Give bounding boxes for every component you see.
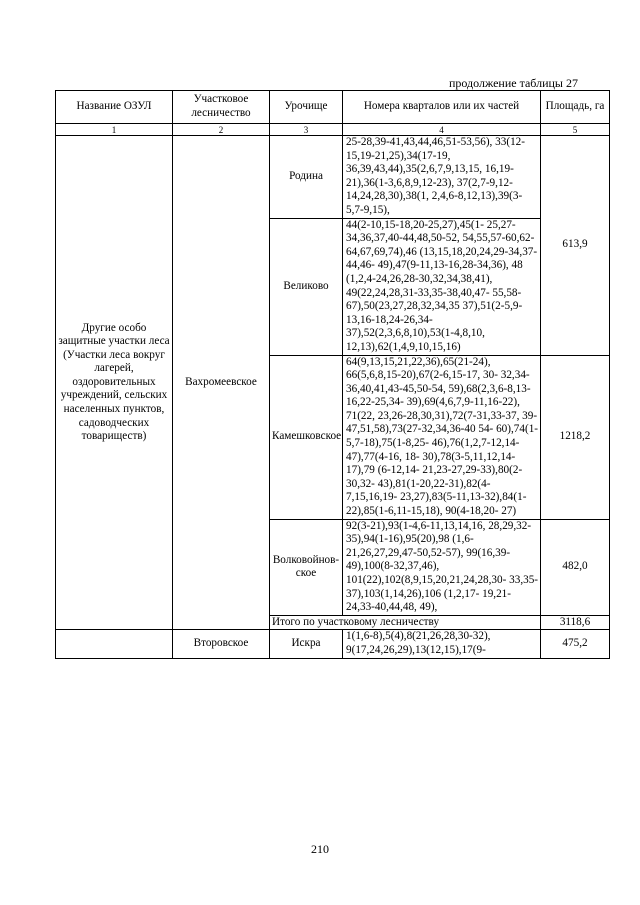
header-ozul: Название ОЗУЛ — [56, 91, 173, 124]
table-caption: продолжение таблицы 27 — [448, 76, 578, 90]
tract-cell: Великово — [270, 218, 343, 355]
col-number: 5 — [541, 124, 610, 136]
col-number: 1 — [56, 124, 173, 136]
col-number: 3 — [270, 124, 343, 136]
area-cell: 482,0 — [541, 519, 610, 615]
header-area: Площадь, га — [541, 91, 610, 124]
header-quarters: Номера кварталов или их частей — [343, 91, 541, 124]
forestry-cell: Второвское — [173, 630, 270, 658]
ozul-name-cell-empty — [56, 630, 173, 658]
subtotal-label: Итого по участковому лесничеству — [270, 615, 541, 630]
tract-cell: Родина — [270, 136, 343, 219]
tract-cell: Искра — [270, 630, 343, 658]
tract-cell: Волковойнов-ское — [270, 519, 343, 615]
header-tract: Урочище — [270, 91, 343, 124]
table-row — [56, 136, 610, 219]
page-number: 210 — [311, 842, 329, 856]
quarters-cell: 64(9,13,15,21,22,36),65(21-24), 66(5,6,8,15-20),67(2-6,15-17, 30- 32,34-36,40,41,43-45,50-54, 59),68(2,3,6-8,13-16,22-25,34- 39),69(4,6,7,9-11,16-22), 71(22, 23,26-28,30,31),72(7-31,33-37, 39- 47,51,58),73(27-32,34,36-40 54- 60),74(1-5,7-18),75(1-8,25- 46),76(1,2,7-12,14-47),77(4-16, 18- 30),78(3-5,11,12,14-17),79 (6-12,14- 21,23-27,29-33),80(2-30,32- 43),81(1-20,22-31),82(4-7,15,16,19- 23,27),83(5-11,13-32),84(1- 22),85(1-6,11-15,18), 90(4-18,20- 27) — [343, 355, 541, 519]
ozul-name-cell: Другие особо защитные участки леса (Участки леса вокруг лагерей, оздоровительных учреждений, сельских населенных пунктов, садоводческих товариществ) — [56, 136, 173, 630]
quarters-cell: 44(2-10,15-18,20-25,27),45(1- 25,27-34,36,37,40-44,48,50-52, 54,55,57-60,62-64,67,69,74),46 (13,15,18,20,24,29-34,37-44,46- 49),47(9-11,13-16,28-34,36), 48 (1,2,4-24,26,28-30,32,34,38,41), 49(22,24,28,31-33,35-38,40,47- 55,58-67),50(23,27,28,32,34,35 37),51(2-5,9-13,16-18,24-26,34- 37),52(2,3,6,8,10),53(1-4,8,10, 12,13),62(1,4,9,10,15,16) — [343, 218, 541, 355]
quarters-cell: 1(1,6-8),5(4),8(21,26,28,30-32), 9(17,24,26,29),13(12,15),17(9- — [343, 630, 541, 658]
quarters-cell: 92(3-21),93(1-4,6-11,13,14,16, 28,29,32-35),94(1-16),95(20),98 (1,6-21,26,27,29,47-50,52-57), 99(16,39-49),100(8-32,37,46), 101(22),102(8,9,15,20,21,24,28,30- 33,35-37),103(1,14,26),106 (1,2,17- 19,21-24,33-40,44,48, 49), — [343, 519, 541, 615]
quarters-cell: 25-28,39-41,43,44,46,51-53,56), 33(12-15,19-21,25),34(17-19, 36,39,43,44),35(2,6,7,9,13,15, 16,19-21),36(1-3,6,8,9,12-23), 37(2,7-9,12-14,24,28,30),38(1, 2,4,6-8,12,13),39(3-5,7-9,15), — [343, 136, 541, 219]
area-cell: 475,2 — [541, 630, 610, 658]
tract-cell: Камешковское — [270, 355, 343, 519]
area-cell: 1218,2 — [541, 355, 610, 519]
column-number-row — [56, 124, 610, 136]
table-row — [56, 630, 610, 658]
forest-areas-table — [55, 90, 610, 659]
col-number: 4 — [343, 124, 541, 136]
subtotal-area: 3118,6 — [541, 615, 610, 630]
col-number: 2 — [173, 124, 270, 136]
area-cell: 613,9 — [541, 136, 610, 356]
forestry-cell: Вахромеевское — [173, 136, 270, 630]
header-forestry: Участковое лесничество — [173, 91, 270, 124]
header-row — [56, 91, 610, 124]
